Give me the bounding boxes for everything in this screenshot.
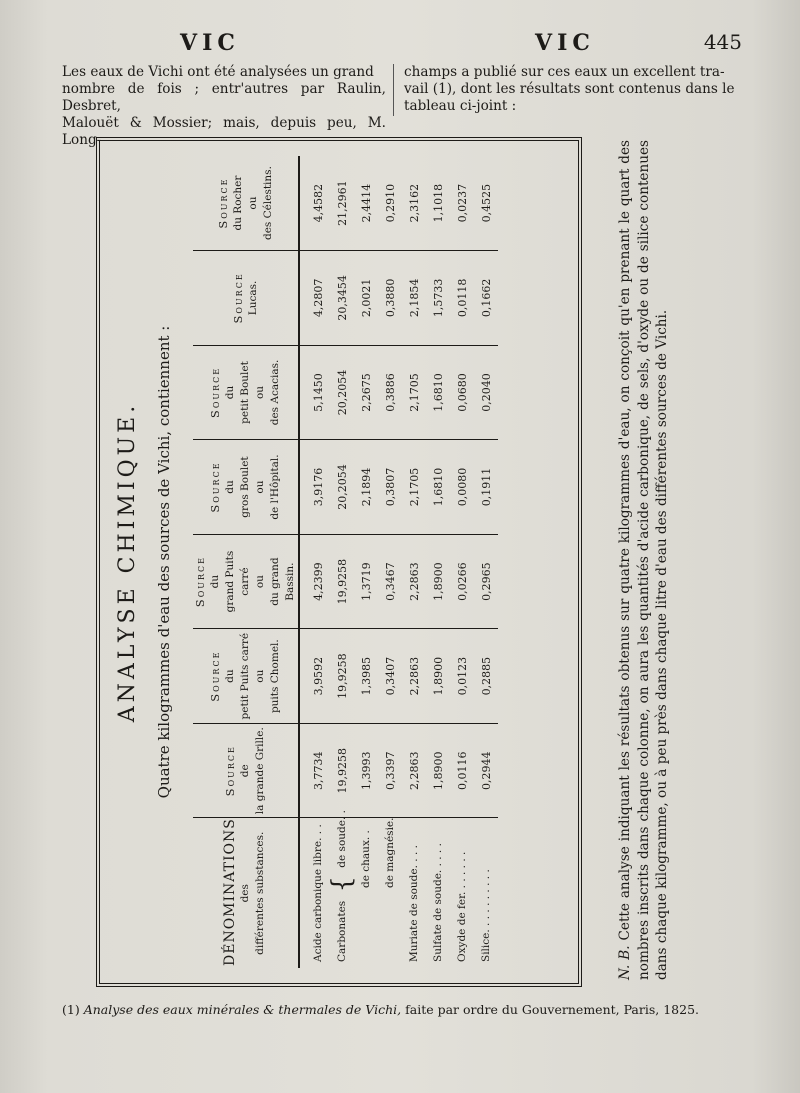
value-cell: 0,1911 xyxy=(474,440,498,535)
table-row xyxy=(474,156,498,968)
substance-label xyxy=(354,818,378,968)
source-header: Source du Rocher ou des Célestins. xyxy=(193,156,299,251)
substance-name: de magnésie. xyxy=(384,817,396,888)
value-cell: 0,2910 xyxy=(378,156,402,251)
value-cell: 19,9258 xyxy=(330,629,354,724)
value-cell: 1,8900 xyxy=(426,534,450,629)
table-row xyxy=(330,156,354,968)
value-cell: 1,6810 xyxy=(426,345,450,440)
value-cell: 1,3719 xyxy=(354,534,378,629)
value-cell: 19,9258 xyxy=(330,534,354,629)
value-cell: 0,0237 xyxy=(450,156,474,251)
analysis-table xyxy=(193,156,498,968)
value-cell: 1,5733 xyxy=(426,251,450,346)
value-cell: 1,3985 xyxy=(354,629,378,724)
value-cell: 0,2885 xyxy=(474,629,498,724)
table-row xyxy=(299,156,330,968)
substance-name: Acide carbonique libre. . . xyxy=(312,824,324,962)
value-cell: 2,2863 xyxy=(402,534,426,629)
value-cell: 19,9258 xyxy=(330,723,354,818)
table-row xyxy=(378,156,402,968)
substance-label xyxy=(402,818,426,968)
value-cell: 0,0080 xyxy=(450,440,474,535)
table-title: ANALYSE CHIMIQUE. xyxy=(115,401,140,723)
substance-name: de soude. . xyxy=(336,810,348,868)
substance-label xyxy=(299,818,330,968)
value-cell: 2,2863 xyxy=(402,723,426,818)
table-row xyxy=(450,156,474,968)
value-cell: 0,4525 xyxy=(474,156,498,251)
value-cell: 20,2054 xyxy=(330,440,354,535)
value-cell: 0,1662 xyxy=(474,251,498,346)
substance-label xyxy=(378,818,402,968)
value-cell: 2,0021 xyxy=(354,251,378,346)
intro-line: vail (1), dont les résultats sont contenus dans le xyxy=(404,81,735,97)
value-cell: 0,2040 xyxy=(474,345,498,440)
value-cell: 0,3467 xyxy=(378,534,402,629)
footnote-title: Analyse des eaux minérales & thermales de Vichi, xyxy=(83,1002,402,1017)
page-number: 445 xyxy=(703,30,742,54)
value-cell: 0,0123 xyxy=(450,629,474,724)
value-cell: 21,2961 xyxy=(330,156,354,251)
source-header: Source du petit Puits carré ou puits Chomel. xyxy=(193,629,299,724)
table-row xyxy=(402,156,426,968)
value-cell: 1,1018 xyxy=(426,156,450,251)
value-cell: 4,4582 xyxy=(299,156,330,251)
substance-label xyxy=(327,810,357,968)
value-cell: 0,0266 xyxy=(450,534,474,629)
running-head-right: VIC xyxy=(535,30,595,56)
intro-line: Les eaux de Vichi ont été analysées un grand xyxy=(62,64,374,80)
value-cell: 2,1894 xyxy=(354,440,378,535)
value-cell: 3,9592 xyxy=(299,629,330,724)
footnote-mark: (1) xyxy=(62,1002,80,1017)
table-row xyxy=(426,156,450,968)
intro-right-column xyxy=(404,64,738,115)
value-cell: 0,0680 xyxy=(450,345,474,440)
brace-glyph: { xyxy=(327,867,357,901)
value-cell: 1,6810 xyxy=(426,440,450,535)
value-cell: 0,3880 xyxy=(378,251,402,346)
substance-name: Sulfate de soude. . . . . xyxy=(432,843,444,962)
value-cell: 0,3807 xyxy=(378,440,402,535)
value-cell: 0,2944 xyxy=(474,723,498,818)
substance-name: Muriate de soude. . . . xyxy=(408,845,420,962)
rotated-table-block xyxy=(101,142,577,982)
source-header: Source Lucas. xyxy=(193,251,299,346)
substance-label xyxy=(450,818,474,968)
table-body xyxy=(299,156,498,968)
value-cell: 0,3407 xyxy=(378,629,402,724)
running-head-left: VIC xyxy=(180,30,240,56)
value-cell: 2,4414 xyxy=(354,156,378,251)
value-cell: 4,2399 xyxy=(299,534,330,629)
source-header: Source de la grande Grille. xyxy=(193,723,299,818)
substance-name: Silice. . . . . . . . . . xyxy=(480,869,492,962)
value-cell: 20,2054 xyxy=(330,345,354,440)
analysis-table-frame xyxy=(96,137,582,987)
substance-prefix: Carbonates xyxy=(336,900,348,962)
value-cell: 0,2965 xyxy=(474,534,498,629)
substance-name: de chaux. . xyxy=(360,830,372,888)
note-lead: N. B. xyxy=(617,945,633,980)
value-cell: 1,3993 xyxy=(354,723,378,818)
intro-line: champs a publié sur ces eaux un excellent tra- xyxy=(404,64,725,80)
value-cell: 2,1705 xyxy=(402,440,426,535)
value-cell: 0,0116 xyxy=(450,723,474,818)
source-header: Source du grand Puits carré ou du grand Bassin. xyxy=(193,534,299,629)
value-cell: 3,7734 xyxy=(299,723,330,818)
value-cell: 20,3454 xyxy=(330,251,354,346)
table-header-row xyxy=(193,156,299,968)
substance-label xyxy=(426,818,450,968)
column-divider xyxy=(393,64,394,116)
table-subtitle: Quatre kilogrammes d'eau des sources de Vichi, contiennent : xyxy=(155,325,173,799)
value-cell: 3,9176 xyxy=(299,440,330,535)
source-header: Source du gros Boulet ou de l'Hôpital. xyxy=(193,440,299,535)
value-cell: 1,8900 xyxy=(426,723,450,818)
value-cell: 2,2675 xyxy=(354,345,378,440)
value-cell: 5,1450 xyxy=(299,345,330,440)
footnote-rest: faite par ordre du Gouvernement, Paris, 1825. xyxy=(405,1002,700,1017)
denomination-header: DÉNOMINATIONS des différentes substances. xyxy=(193,818,299,968)
substance-name: Oxyde de fer. . . . . . . xyxy=(456,851,468,962)
footnote xyxy=(62,1002,762,1017)
nota-bene-note xyxy=(616,140,756,980)
substance-label xyxy=(474,818,498,968)
value-cell: 0,0118 xyxy=(450,251,474,346)
value-cell: 0,3886 xyxy=(378,345,402,440)
intro-line: tableau ci-joint : xyxy=(404,98,517,114)
value-cell: 0,3397 xyxy=(378,723,402,818)
source-header: Source du petit Boulet ou des Acacias. xyxy=(193,345,299,440)
value-cell: 2,3162 xyxy=(402,156,426,251)
note-text: Cette analyse indiquant les résultats obtenus sur quatre kilogrammes d'eau, on conçoit qu'en prenant le quart des nombres inscrits dans chaque colonne, on aura les quantités d'acide carbonique, de sels, d'oxyde ou de silice contenues dans chaque kilogramme, ou à peu près dans chaque litre d'eau des différentes sources de Vichi. xyxy=(617,139,670,980)
intro-line: Malouët & Mossier; mais, depuis peu, M. Long- xyxy=(62,115,386,148)
value-cell: 4,2807 xyxy=(299,251,330,346)
value-cell: 2,2863 xyxy=(402,629,426,724)
intro-line: nombre de fois ; entr'autres par Raulin, Desbret, xyxy=(62,81,386,114)
value-cell: 2,1854 xyxy=(402,251,426,346)
table-row xyxy=(354,156,378,968)
value-cell: 2,1705 xyxy=(402,345,426,440)
value-cell: 1,8900 xyxy=(426,629,450,724)
